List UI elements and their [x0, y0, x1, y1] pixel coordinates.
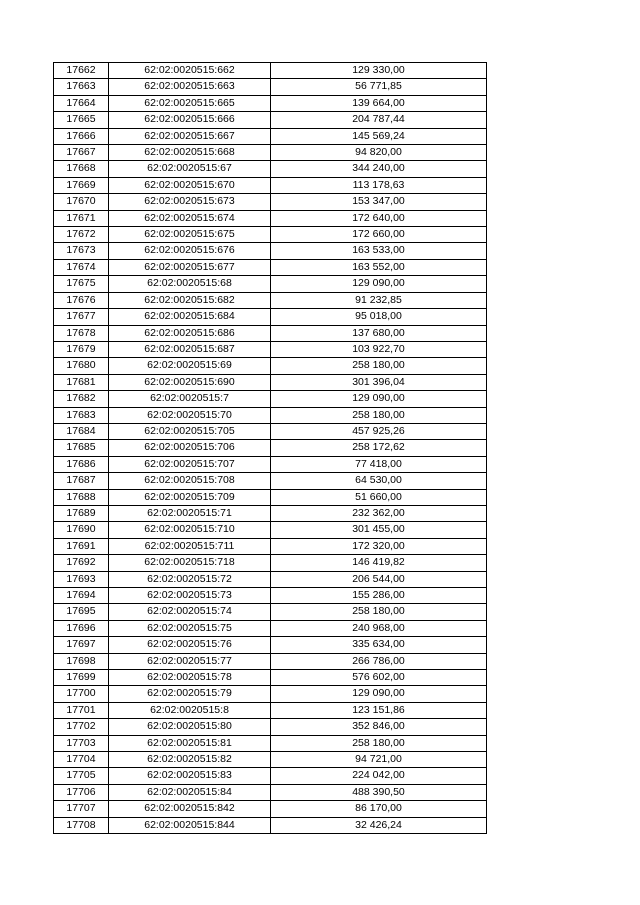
row-number-cell: 17666 [54, 128, 109, 144]
table-row [54, 243, 487, 259]
row-number-cell: 17673 [54, 243, 109, 259]
cadastral-number-cell: 62:02:0020515:71 [109, 505, 271, 521]
row-number-cell: 17690 [54, 522, 109, 538]
value-cell: 258 180,00 [271, 407, 487, 423]
table-row [54, 161, 487, 177]
cadastral-number-cell: 62:02:0020515:83 [109, 768, 271, 784]
cadastral-number-cell: 62:02:0020515:72 [109, 571, 271, 587]
table-row [54, 456, 487, 472]
value-cell: 91 232,85 [271, 292, 487, 308]
row-number-cell: 17667 [54, 145, 109, 161]
table-row [54, 423, 487, 439]
row-number-cell: 17685 [54, 440, 109, 456]
cadastral-number-cell: 62:02:0020515:706 [109, 440, 271, 456]
cadastral-number-cell: 62:02:0020515:682 [109, 292, 271, 308]
row-number-cell: 17668 [54, 161, 109, 177]
table-row [54, 752, 487, 768]
value-cell: 172 320,00 [271, 538, 487, 554]
table-row [54, 391, 487, 407]
cadastral-number-cell: 62:02:0020515:686 [109, 325, 271, 341]
cadastral-number-cell: 62:02:0020515:7 [109, 391, 271, 407]
row-number-cell: 17682 [54, 391, 109, 407]
cadastral-number-cell: 62:02:0020515:70 [109, 407, 271, 423]
table-row [54, 374, 487, 390]
cadastral-number-cell: 62:02:0020515:718 [109, 555, 271, 571]
value-cell: 86 170,00 [271, 801, 487, 817]
row-number-cell: 17700 [54, 686, 109, 702]
table-row [54, 276, 487, 292]
cadastral-number-cell: 62:02:0020515:842 [109, 801, 271, 817]
value-cell: 163 552,00 [271, 259, 487, 275]
table-row [54, 653, 487, 669]
value-cell: 258 180,00 [271, 358, 487, 374]
row-number-cell: 17707 [54, 801, 109, 817]
row-number-cell: 17670 [54, 194, 109, 210]
cadastral-number-cell: 62:02:0020515:708 [109, 473, 271, 489]
row-number-cell: 17689 [54, 505, 109, 521]
value-cell: 457 925,26 [271, 423, 487, 439]
row-number-cell: 17675 [54, 276, 109, 292]
row-number-cell: 17688 [54, 489, 109, 505]
value-cell: 172 660,00 [271, 227, 487, 243]
cadastral-number-cell: 62:02:0020515:687 [109, 341, 271, 357]
table-row [54, 620, 487, 636]
table-row [54, 588, 487, 604]
table-row [54, 522, 487, 538]
cadastral-number-cell: 62:02:0020515:69 [109, 358, 271, 374]
cadastral-number-cell: 62:02:0020515:709 [109, 489, 271, 505]
row-number-cell: 17665 [54, 112, 109, 128]
table-row [54, 112, 487, 128]
cadastral-number-cell: 62:02:0020515:67 [109, 161, 271, 177]
cadastral-number-cell: 62:02:0020515:76 [109, 637, 271, 653]
value-cell: 576 602,00 [271, 670, 487, 686]
value-cell: 258 180,00 [271, 604, 487, 620]
value-cell: 145 569,24 [271, 128, 487, 144]
row-number-cell: 17677 [54, 309, 109, 325]
value-cell: 129 090,00 [271, 276, 487, 292]
value-cell: 137 680,00 [271, 325, 487, 341]
table-row [54, 407, 487, 423]
cadastral-number-cell: 62:02:0020515:707 [109, 456, 271, 472]
row-number-cell: 17674 [54, 259, 109, 275]
value-cell: 344 240,00 [271, 161, 487, 177]
table-row [54, 784, 487, 800]
row-number-cell: 17687 [54, 473, 109, 489]
cadastral-number-cell: 62:02:0020515:677 [109, 259, 271, 275]
row-number-cell: 17697 [54, 637, 109, 653]
cadastral-number-cell: 62:02:0020515:668 [109, 145, 271, 161]
table-row [54, 473, 487, 489]
row-number-cell: 17693 [54, 571, 109, 587]
row-number-cell: 17684 [54, 423, 109, 439]
table-row [54, 604, 487, 620]
table-row [54, 63, 487, 79]
table-row [54, 309, 487, 325]
table-row [54, 341, 487, 357]
table-row [54, 79, 487, 95]
value-cell: 352 846,00 [271, 719, 487, 735]
cadastral-number-cell: 62:02:0020515:674 [109, 210, 271, 226]
value-cell: 266 786,00 [271, 653, 487, 669]
cadastral-number-cell: 62:02:0020515:8 [109, 702, 271, 718]
cadastral-number-cell: 62:02:0020515:80 [109, 719, 271, 735]
row-number-cell: 17698 [54, 653, 109, 669]
value-cell: 51 660,00 [271, 489, 487, 505]
value-cell: 240 968,00 [271, 620, 487, 636]
table-row [54, 719, 487, 735]
value-cell: 32 426,24 [271, 817, 487, 833]
row-number-cell: 17692 [54, 555, 109, 571]
value-cell: 103 922,70 [271, 341, 487, 357]
value-cell: 113 178,63 [271, 177, 487, 193]
value-cell: 301 455,00 [271, 522, 487, 538]
value-cell: 129 330,00 [271, 63, 487, 79]
table-row [54, 259, 487, 275]
value-cell: 172 640,00 [271, 210, 487, 226]
value-cell: 335 634,00 [271, 637, 487, 653]
row-number-cell: 17702 [54, 719, 109, 735]
row-number-cell: 17669 [54, 177, 109, 193]
value-cell: 95 018,00 [271, 309, 487, 325]
row-number-cell: 17691 [54, 538, 109, 554]
cadastral-number-cell: 62:02:0020515:68 [109, 276, 271, 292]
value-cell: 301 396,04 [271, 374, 487, 390]
cadastral-number-cell: 62:02:0020515:74 [109, 604, 271, 620]
row-number-cell: 17672 [54, 227, 109, 243]
cadastral-number-cell: 62:02:0020515:676 [109, 243, 271, 259]
value-cell: 129 090,00 [271, 686, 487, 702]
value-cell: 94 820,00 [271, 145, 487, 161]
value-cell: 129 090,00 [271, 391, 487, 407]
cadastral-number-cell: 62:02:0020515:79 [109, 686, 271, 702]
table-row [54, 177, 487, 193]
cadastral-number-cell: 62:02:0020515:675 [109, 227, 271, 243]
table-row [54, 735, 487, 751]
value-cell: 224 042,00 [271, 768, 487, 784]
table-row [54, 571, 487, 587]
cadastral-number-cell: 62:02:0020515:705 [109, 423, 271, 439]
table-row [54, 358, 487, 374]
cadastral-number-cell: 62:02:0020515:75 [109, 620, 271, 636]
row-number-cell: 17703 [54, 735, 109, 751]
row-number-cell: 17686 [54, 456, 109, 472]
table-row [54, 194, 487, 210]
value-cell: 153 347,00 [271, 194, 487, 210]
value-cell: 146 419,82 [271, 555, 487, 571]
row-number-cell: 17694 [54, 588, 109, 604]
row-number-cell: 17679 [54, 341, 109, 357]
table-row [54, 670, 487, 686]
cadastral-number-cell: 62:02:0020515:667 [109, 128, 271, 144]
value-cell: 64 530,00 [271, 473, 487, 489]
row-number-cell: 17706 [54, 784, 109, 800]
value-cell: 139 664,00 [271, 95, 487, 111]
value-cell: 94 721,00 [271, 752, 487, 768]
table-row [54, 637, 487, 653]
row-number-cell: 17680 [54, 358, 109, 374]
table-row [54, 686, 487, 702]
value-cell: 232 362,00 [271, 505, 487, 521]
value-cell: 77 418,00 [271, 456, 487, 472]
row-number-cell: 17704 [54, 752, 109, 768]
table-row [54, 440, 487, 456]
value-cell: 155 286,00 [271, 588, 487, 604]
row-number-cell: 17671 [54, 210, 109, 226]
cadastral-number-cell: 62:02:0020515:710 [109, 522, 271, 538]
row-number-cell: 17699 [54, 670, 109, 686]
row-number-cell: 17681 [54, 374, 109, 390]
value-cell: 123 151,86 [271, 702, 487, 718]
table-row [54, 505, 487, 521]
value-cell: 204 787,44 [271, 112, 487, 128]
cadastral-number-cell: 62:02:0020515:711 [109, 538, 271, 554]
row-number-cell: 17662 [54, 63, 109, 79]
table-row [54, 555, 487, 571]
table-row [54, 489, 487, 505]
row-number-cell: 17708 [54, 817, 109, 833]
cadastral-value-table [53, 62, 487, 834]
value-cell: 56 771,85 [271, 79, 487, 95]
table-row [54, 227, 487, 243]
table-row [54, 292, 487, 308]
value-cell: 206 544,00 [271, 571, 487, 587]
row-number-cell: 17695 [54, 604, 109, 620]
cadastral-number-cell: 62:02:0020515:81 [109, 735, 271, 751]
table-row [54, 768, 487, 784]
table-row [54, 801, 487, 817]
value-cell: 488 390,50 [271, 784, 487, 800]
cadastral-number-cell: 62:02:0020515:690 [109, 374, 271, 390]
row-number-cell: 17663 [54, 79, 109, 95]
value-cell: 258 172,62 [271, 440, 487, 456]
row-number-cell: 17696 [54, 620, 109, 636]
cadastral-number-cell: 62:02:0020515:84 [109, 784, 271, 800]
row-number-cell: 17676 [54, 292, 109, 308]
cadastral-number-cell: 62:02:0020515:77 [109, 653, 271, 669]
row-number-cell: 17701 [54, 702, 109, 718]
cadastral-number-cell: 62:02:0020515:665 [109, 95, 271, 111]
cadastral-number-cell: 62:02:0020515:78 [109, 670, 271, 686]
table-row [54, 702, 487, 718]
data-sheet [53, 62, 487, 834]
value-cell: 163 533,00 [271, 243, 487, 259]
row-number-cell: 17705 [54, 768, 109, 784]
cadastral-number-cell: 62:02:0020515:684 [109, 309, 271, 325]
cadastral-number-cell: 62:02:0020515:844 [109, 817, 271, 833]
table-row [54, 95, 487, 111]
value-cell: 258 180,00 [271, 735, 487, 751]
cadastral-number-cell: 62:02:0020515:663 [109, 79, 271, 95]
row-number-cell: 17678 [54, 325, 109, 341]
table-row [54, 210, 487, 226]
row-number-cell: 17664 [54, 95, 109, 111]
table-row [54, 145, 487, 161]
row-number-cell: 17683 [54, 407, 109, 423]
table-row [54, 128, 487, 144]
table-body [54, 63, 487, 834]
cadastral-number-cell: 62:02:0020515:673 [109, 194, 271, 210]
cadastral-number-cell: 62:02:0020515:73 [109, 588, 271, 604]
cadastral-number-cell: 62:02:0020515:670 [109, 177, 271, 193]
cadastral-number-cell: 62:02:0020515:82 [109, 752, 271, 768]
cadastral-number-cell: 62:02:0020515:662 [109, 63, 271, 79]
table-row [54, 538, 487, 554]
cadastral-number-cell: 62:02:0020515:666 [109, 112, 271, 128]
table-row [54, 325, 487, 341]
table-row [54, 817, 487, 833]
